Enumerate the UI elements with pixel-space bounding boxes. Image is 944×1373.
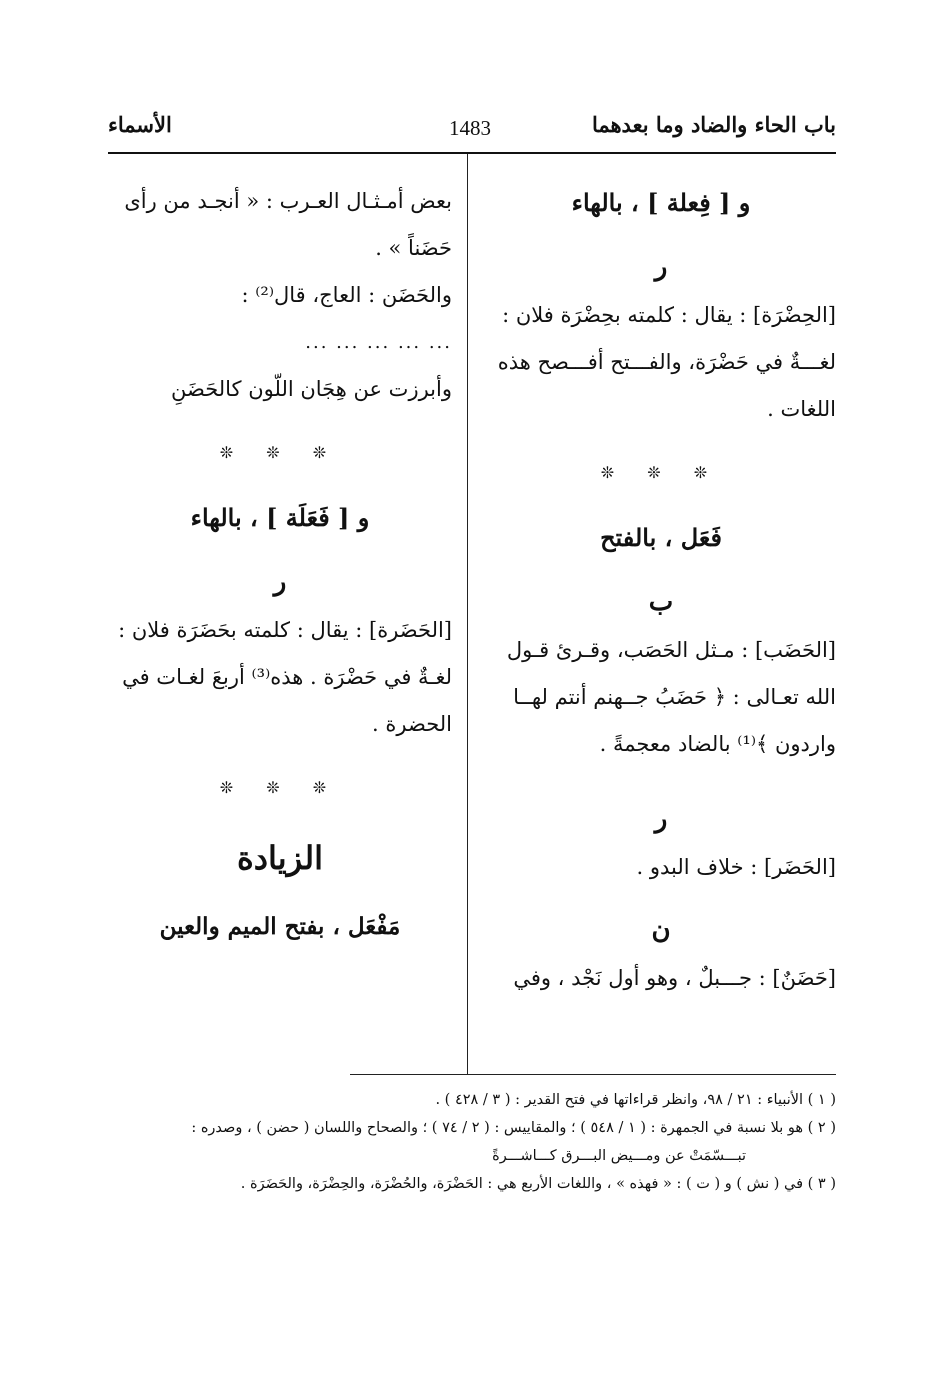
running-header-chapter: الأسماء bbox=[108, 112, 172, 137]
section-heading: فَعَل ، بالفتح bbox=[600, 523, 722, 552]
entry-line: بعض أمـثـال العـرب : « أنجـد من رأى bbox=[124, 189, 452, 213]
footnote-rule bbox=[350, 1074, 836, 1075]
letter-heading: ب bbox=[648, 587, 674, 617]
section-separator: ❊ ❊ ❊ bbox=[600, 463, 722, 482]
column-divider bbox=[467, 154, 468, 1074]
section-separator: ❊ ❊ ❊ bbox=[219, 778, 341, 797]
major-heading: الزيادة bbox=[237, 839, 323, 877]
entry-line: [الحَضَر] : خلاف البدو . bbox=[636, 855, 836, 879]
letter-heading: ن bbox=[651, 915, 671, 945]
entry-line: [حَضَنٌ] : جـــبلٌ ، وهو أول نَجْد ، وفي bbox=[513, 966, 836, 990]
letter-heading: ر bbox=[654, 252, 668, 282]
header-rule bbox=[108, 152, 836, 154]
footnote-1: ( ١ ) الأنبياء : ٢١ / ٩٨، وانظر قراءاتها في فتح القدير : ( ٣ / ٤٢٨ ) . bbox=[435, 1092, 836, 1108]
entry-line: [الحَضَرة] : يقال : كلمته بحَضَرَة فلان : bbox=[118, 618, 452, 642]
footnote-3: ( ٣ ) في ( نش ) و ( ت ) : « فهذه » ، واللغات الأربع هي : الحَضْرَة، والحُضْرَة، والحِضْرَة، والحَضَرَة . bbox=[240, 1176, 836, 1192]
left-column bbox=[108, 178, 452, 952]
entry-line: اللغات . bbox=[767, 397, 836, 421]
entry-line: لغـةٌ في حَضْرَة . هذه⁽³⁾ أربعَ لغـات في bbox=[122, 665, 452, 689]
letter-heading: ر bbox=[654, 804, 668, 834]
section-heading: و [ فِعلة ] ، بالهاء bbox=[571, 188, 751, 217]
entry-line: [الحِضْرَة] : يقال : كلمته بحِضْرَة فلان : bbox=[502, 303, 836, 327]
right-column bbox=[486, 178, 836, 1002]
footnote-2: ( ٢ ) هو بلا نسبة في الجمهرة : ( ١ / ٥٤٨ ) ؛ والمقاييس : ( ٢ / ٧٤ ) ؛ والصحاح واللسان ( حضن ) ، وصدره : bbox=[191, 1120, 836, 1136]
footnote-2-verse: تبـــسّمَتْ عن ومـــيض البـــرق كـــاشـــرةً bbox=[492, 1148, 746, 1164]
page-number: 1483 bbox=[449, 116, 491, 140]
verse-ellipsis: ... ... ... ... ... bbox=[305, 332, 452, 353]
entry-line: واردون ﴾⁽¹⁾ بالضاد معجمةً . bbox=[599, 732, 836, 756]
section-separator: ❊ ❊ ❊ bbox=[219, 443, 341, 462]
entry-line: الحضرة . bbox=[372, 712, 452, 736]
footnotes bbox=[140, 1086, 836, 1198]
entry-line: والحَضَن : العاج، قال⁽²⁾ : bbox=[241, 283, 452, 307]
entry-line: [الحَضَب] : مـثل الحَصَب، وقـرئ قـول bbox=[506, 638, 836, 662]
section-heading: و [ فَعَلَة ] ، بالهاء bbox=[190, 503, 370, 532]
entry-line: لغـــةٌ في حَضْرَة، والفـــتح أفـــصح هذه bbox=[497, 350, 836, 374]
entry-line: الله تعـالى : ﴿ حَضَبُ جــهنم أنتم لهــا bbox=[513, 685, 836, 709]
running-header-section: باب الحاء والضاد وما بعدهما bbox=[591, 112, 836, 137]
pattern-heading: مَفْعَل ، بفتح الميم والعين bbox=[159, 913, 401, 940]
letter-heading: ر bbox=[273, 567, 287, 597]
verse-line: وأبرزت عن هِجَان اللّون كالحَضَنِ bbox=[171, 377, 452, 401]
entry-line: حَضَناً » . bbox=[375, 236, 452, 260]
